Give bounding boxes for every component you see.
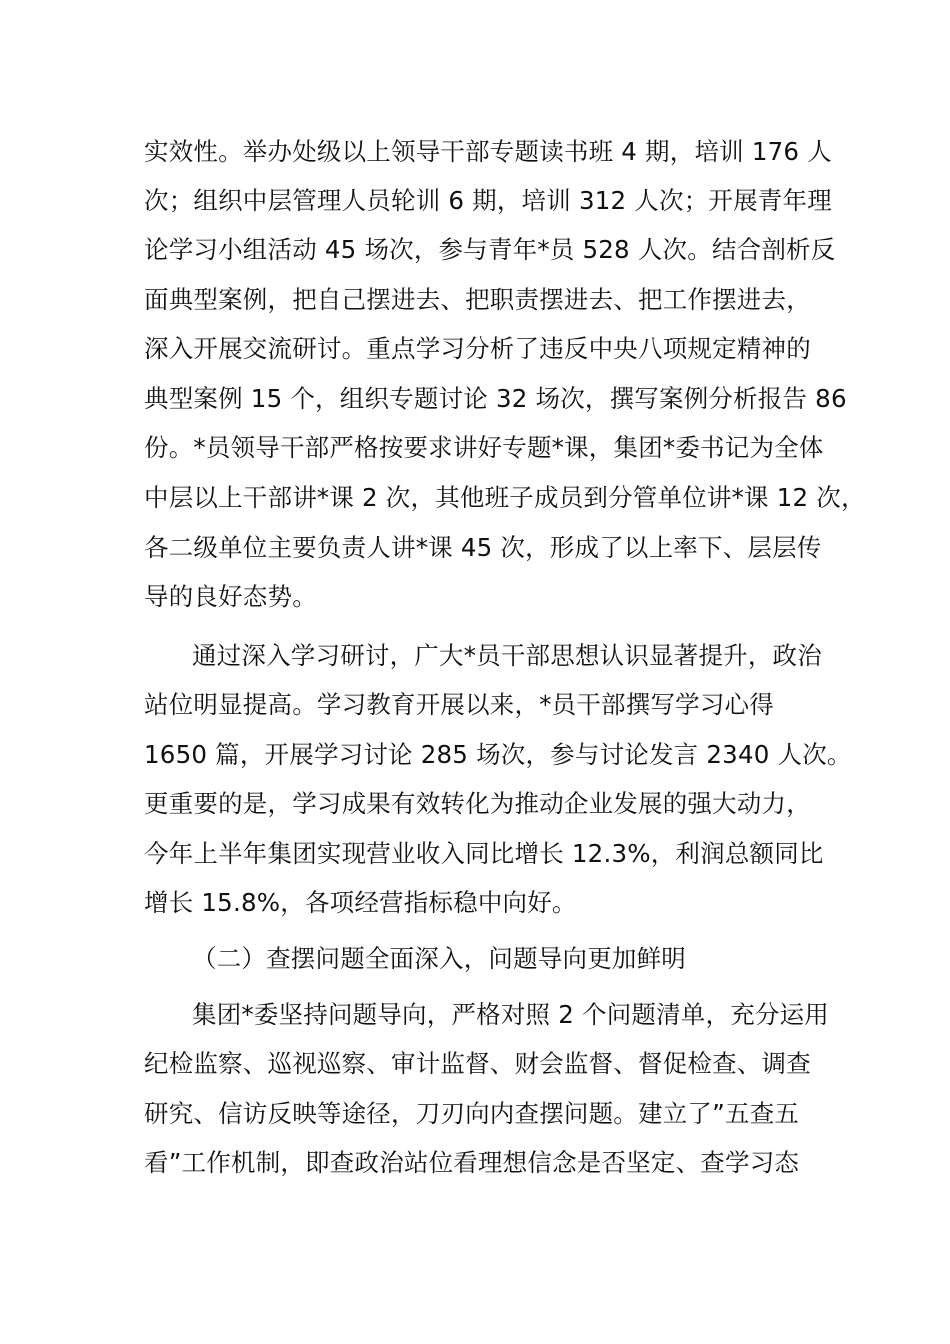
body-text-line: 站位明显提高。学习教育开展以来，*员干部撰写学习心得 xyxy=(144,690,774,719)
body-text-line: 更重要的是，学习成果有效转化为推动企业发展的强大动力， xyxy=(144,789,811,818)
body-text-line: 各二级单位主要负责人讲*课 45 次，形成了以上率下、层层传 xyxy=(144,533,822,562)
body-text-line: 1650 篇，开展学习讨论 285 场次，参与讨论发言 2340 人次。 xyxy=(144,740,852,769)
body-text-line: 看”工作机制，即查政治站位看理想信念是否坚定、查学习态 xyxy=(144,1148,800,1177)
paragraph-first-line: 集团*委坚持问题导向，严格对照 2 个问题清单，充分运用 xyxy=(192,1000,830,1029)
body-text-line: 研究、信访反映等途径，刀刃向内查摆问题。建立了”五查五 xyxy=(144,1099,800,1128)
body-text-line: 实效性。举办处级以上领导干部专题读书班 4 期，培训 176 人 xyxy=(144,137,832,166)
body-text-line: 纪检监察、巡视巡察、审计监督、财会监督、督促检查、调查 xyxy=(144,1049,811,1078)
body-text-line: 论学习小组活动 45 场次，参与青年*员 528 人次。结合剖析反 xyxy=(144,235,836,264)
body-text-line: 增长 15.8%，各项经营指标稳中向好。 xyxy=(144,888,577,917)
body-text-line: 份。*员领导干部严格按要求讲好专题*课，集团*委书记为全体 xyxy=(144,433,824,462)
section-heading: （二）查摆问题全面深入，问题导向更加鲜明 xyxy=(192,944,686,973)
body-text-line: 今年上半年集团实现营业收入同比增长 12.3%，利润总额同比 xyxy=(144,839,824,868)
body-text-line: 典型案例 15 个，组织专题讨论 32 场次，撰写案例分析报告 86 xyxy=(144,384,847,413)
body-text-line: 次；组织中层管理人员轮训 6 期，培训 312 人次；开展青年理 xyxy=(144,186,832,215)
body-text-line: 中层以上干部讲*课 2 次，其他班子成员到分管单位讲*课 12 次， xyxy=(144,483,866,512)
body-text-line: 面典型案例，把自己摆进去、把职责摆进去、把工作摆进去， xyxy=(144,285,811,314)
body-text-line: 深入开展交流研讨。重点学习分析了违反中央八项规定精神的 xyxy=(144,334,811,363)
paragraph-first-line: 通过深入学习研讨，广大*员干部思想认识显著提升，政治 xyxy=(192,641,822,670)
body-text-line: 导的良好态势。 xyxy=(144,582,317,611)
